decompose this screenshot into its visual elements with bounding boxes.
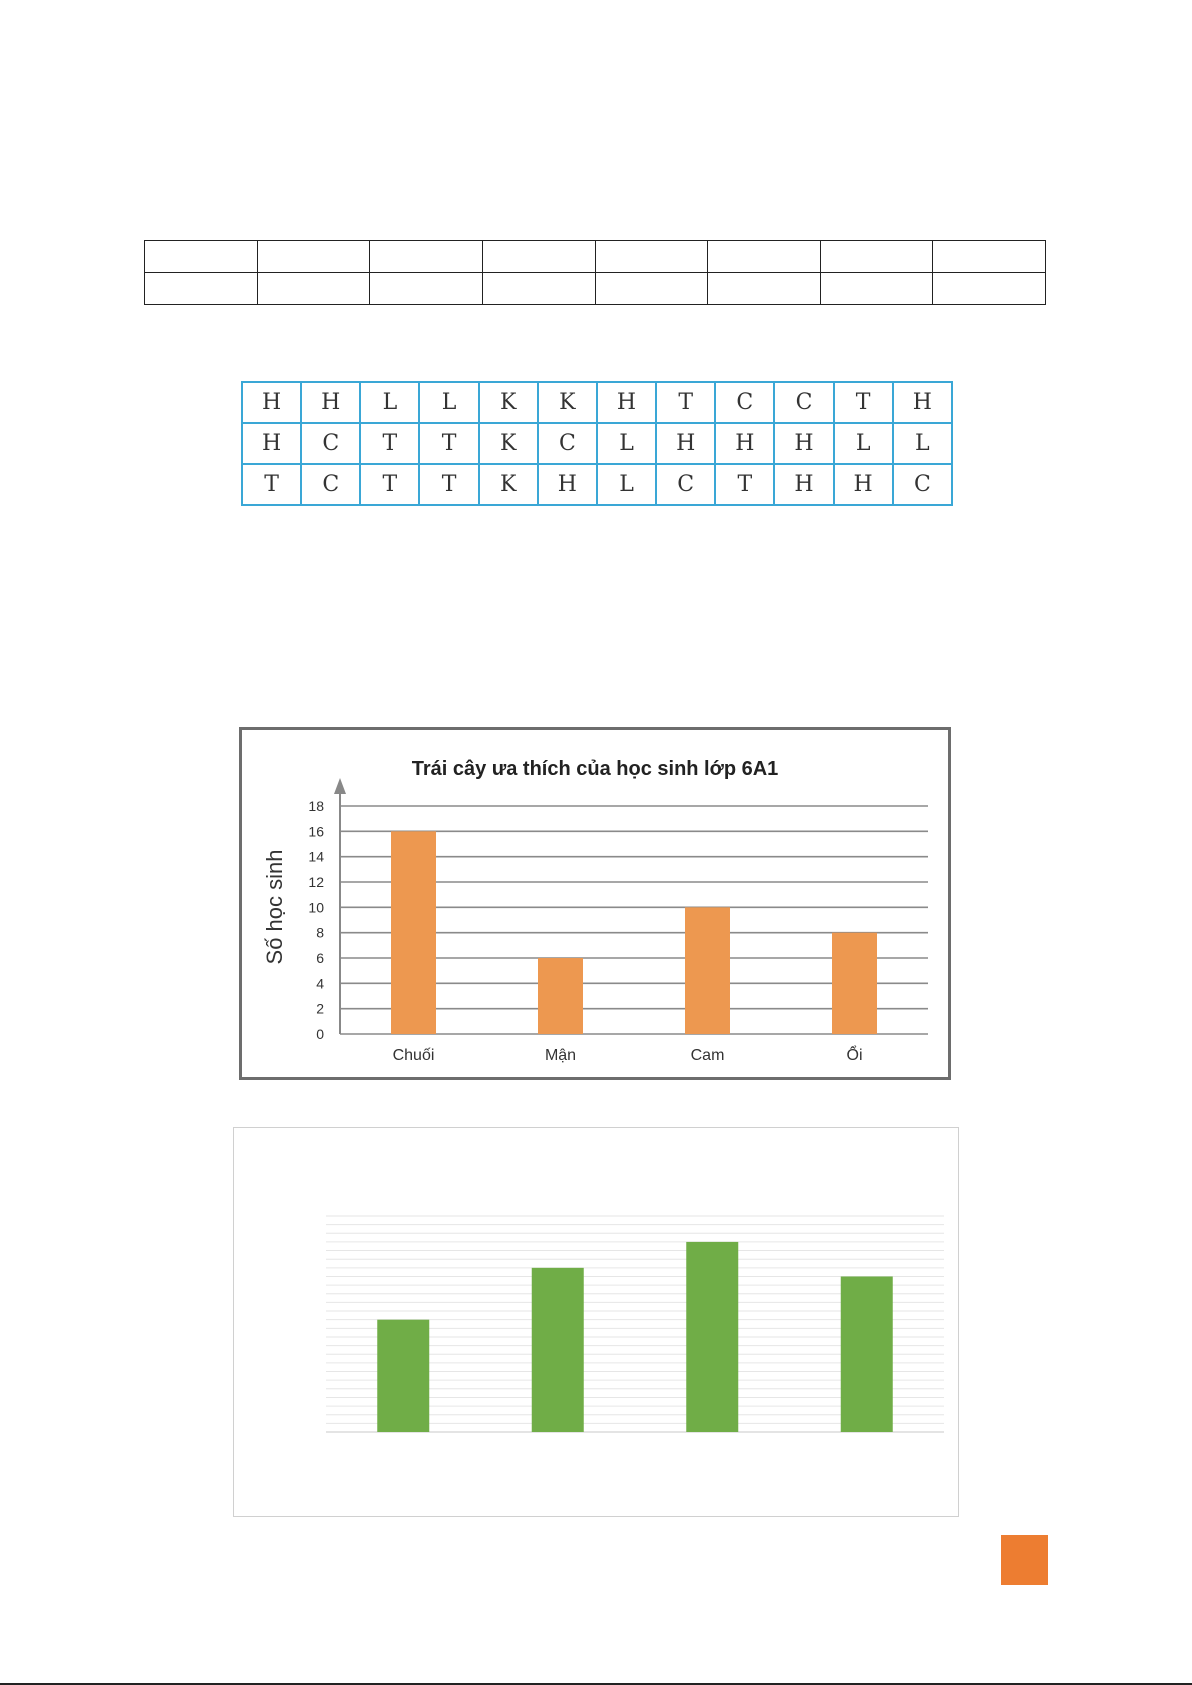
letter-cell: T — [419, 423, 478, 464]
empty-table-cell — [370, 273, 483, 305]
y-tick-label: 2 — [316, 1000, 324, 1017]
letter-table-row — [242, 464, 952, 505]
chart-title: Trái cây ưa thích của học sinh lớp 6A1 — [411, 758, 779, 780]
letter-cell: H — [774, 423, 833, 464]
empty-table-cell — [820, 273, 933, 305]
letter-cell: H — [715, 423, 774, 464]
empty-table-cell — [370, 241, 483, 273]
empty-table-cell — [595, 241, 708, 273]
empty-table-cell — [708, 273, 821, 305]
empty-table-cell — [933, 241, 1046, 273]
letter-cell: T — [656, 382, 715, 423]
empty-table-cell — [257, 273, 370, 305]
letter-cell: T — [360, 423, 419, 464]
empty-table-cell — [145, 241, 258, 273]
letter-cell: C — [656, 464, 715, 505]
y-tick-label: 10 — [308, 899, 324, 916]
letter-cell: C — [301, 423, 360, 464]
y-tick-label: 14 — [308, 848, 324, 865]
bar-3 — [841, 1276, 893, 1432]
letter-cell: L — [597, 464, 656, 505]
letter-cell: T — [242, 464, 301, 505]
chart1-svg — [242, 730, 948, 1077]
letter-cell: C — [715, 382, 774, 423]
letter-cell: K — [479, 464, 538, 505]
x-tick-label: Mận — [544, 1047, 577, 1064]
letter-cell: L — [834, 423, 893, 464]
empty-table-cell — [595, 273, 708, 305]
bar-1 — [532, 1268, 584, 1432]
bar-0 — [391, 831, 436, 1034]
letter-cell: T — [834, 382, 893, 423]
letter-cell: H — [301, 382, 360, 423]
letter-table-row — [242, 382, 952, 423]
letter-cell: H — [834, 464, 893, 505]
empty-table-cell — [257, 241, 370, 273]
chart2-svg — [234, 1128, 957, 1515]
y-axis-arrow — [334, 778, 346, 794]
letter-cell: H — [597, 382, 656, 423]
letter-cell: H — [893, 382, 952, 423]
bar-1 — [538, 958, 583, 1034]
y-tick-label: 18 — [308, 798, 324, 814]
empty-table-cell — [708, 241, 821, 273]
empty-table-cell — [820, 241, 933, 273]
letter-cell: H — [774, 464, 833, 505]
bar-2 — [685, 907, 730, 1034]
letter-cell: T — [715, 464, 774, 505]
x-tick-label: Chuối — [392, 1047, 435, 1064]
y-tick-label: 0 — [316, 1026, 324, 1042]
empty-table-cell — [482, 273, 595, 305]
letter-cell: H — [538, 464, 597, 505]
letter-cell: C — [538, 423, 597, 464]
letter-cell: K — [479, 423, 538, 464]
letter-cell: C — [774, 382, 833, 423]
letter-cell: L — [419, 382, 478, 423]
letter-cell: L — [360, 382, 419, 423]
letter-cell: K — [538, 382, 597, 423]
x-tick-label: Ổi — [846, 1047, 863, 1064]
letter-cell: L — [597, 423, 656, 464]
y-tick-label: 4 — [316, 975, 324, 992]
empty-table-cell — [933, 273, 1046, 305]
page-marker — [1001, 1535, 1048, 1585]
letter-cell: T — [419, 464, 478, 505]
green-bar-chart — [233, 1127, 959, 1517]
y-tick-label: 12 — [308, 874, 324, 890]
letter-cell: H — [242, 423, 301, 464]
letter-cell: T — [360, 464, 419, 505]
fruit-letter-table — [241, 381, 953, 506]
empty-table-row — [145, 273, 1046, 305]
letter-cell: L — [893, 423, 952, 464]
letter-cell: C — [301, 464, 360, 505]
y-tick-label: 16 — [308, 823, 324, 840]
y-tick-label: 6 — [316, 950, 324, 966]
letter-cell: H — [656, 423, 715, 464]
letter-cell: C — [893, 464, 952, 505]
empty-table-cell — [145, 273, 258, 305]
empty-table-cell — [482, 241, 595, 273]
fruit-preference-chart — [239, 727, 951, 1080]
empty-answer-table — [144, 240, 1046, 305]
y-tick-label: 8 — [316, 924, 324, 941]
bar-3 — [832, 933, 877, 1034]
y-axis-label: Số học sinh — [262, 849, 287, 965]
bar-2 — [686, 1242, 738, 1432]
x-tick-label: Cam — [690, 1047, 725, 1064]
letter-table-row — [242, 423, 952, 464]
letter-cell: K — [479, 382, 538, 423]
letter-cell: H — [242, 382, 301, 423]
empty-table-row — [145, 241, 1046, 273]
bar-0 — [377, 1320, 429, 1432]
